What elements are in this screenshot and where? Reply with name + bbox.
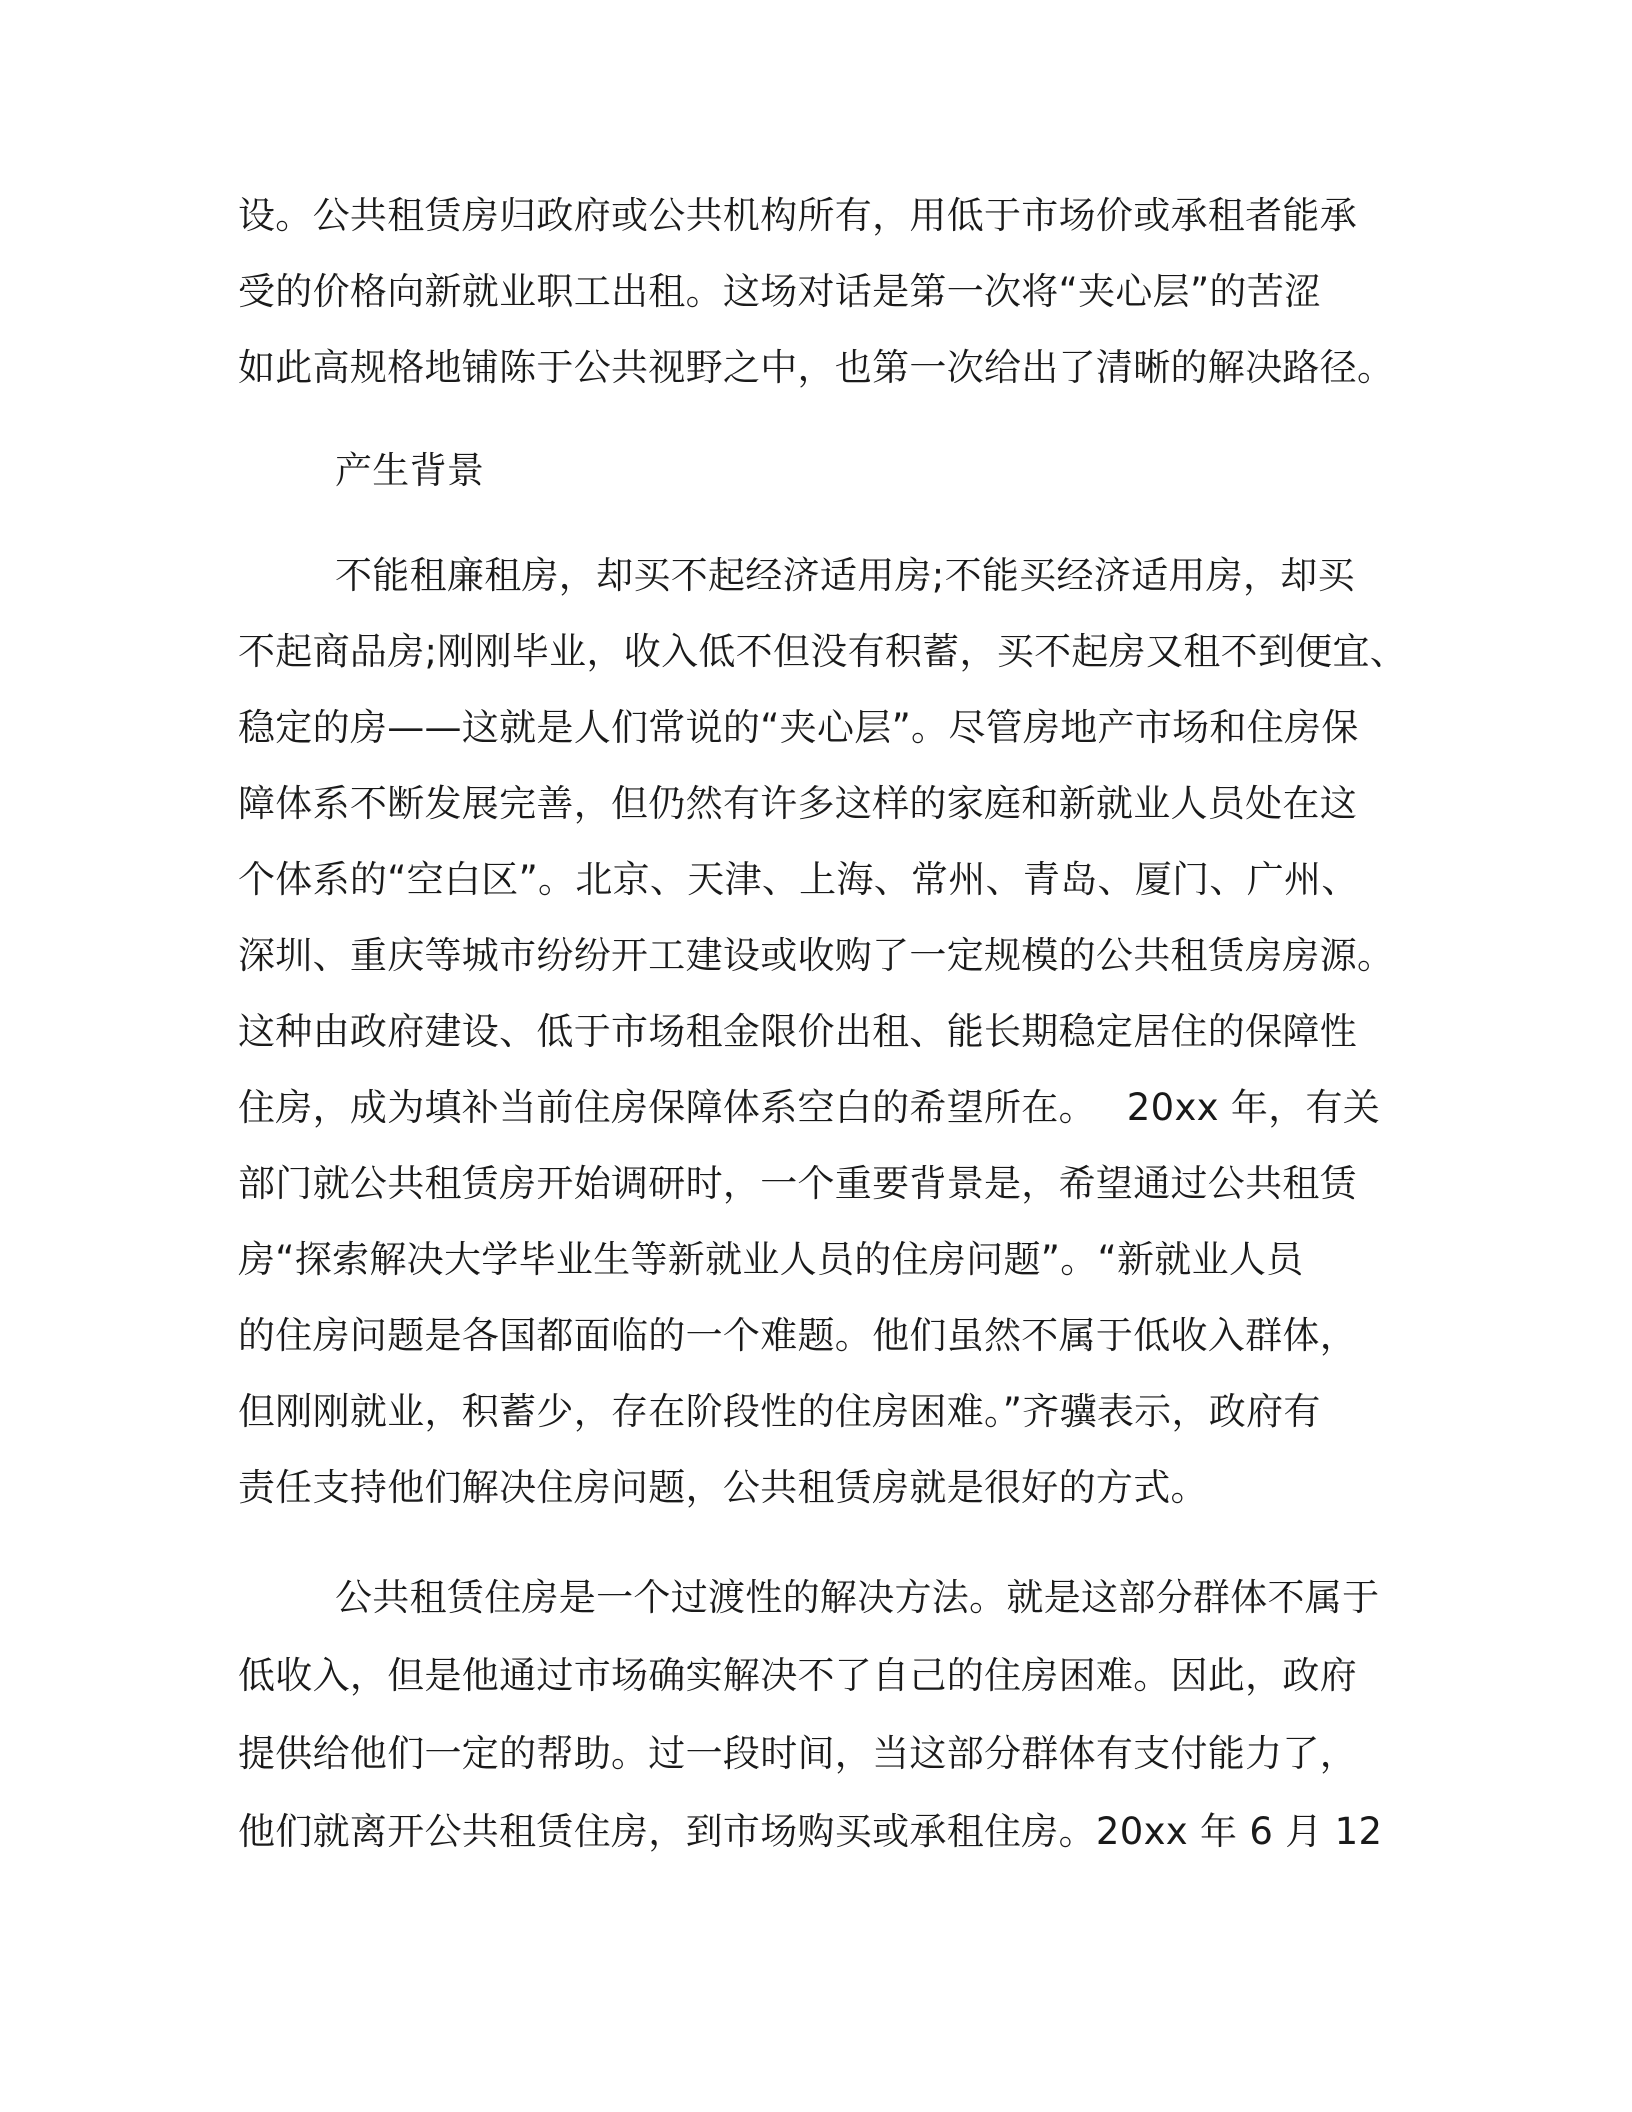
text-line: 低收入，但是他通过市场确实解决不了自己的住房困难。因此，政府	[238, 1654, 1357, 1697]
text-line: 责任支持他们解决住房问题，公共租赁房就是很好的方式。	[238, 1466, 1208, 1509]
text-line: 深圳、重庆等城市纷纷开工建设或收购了一定规模的公共租赁房房源。	[238, 934, 1395, 977]
text-line: 不能租廉租房，却买不起经济适用房;不能买经济适用房，却买	[335, 554, 1355, 597]
text-line: 他们就离开公共租赁住房，到市场购买或承租住房。20xx 年 6 月 12	[238, 1810, 1383, 1853]
section-heading: 产生背景	[335, 449, 485, 492]
text-line: 提供给他们一定的帮助。过一段时间，当这部分群体有支付能力了，	[238, 1732, 1357, 1775]
text-line: 不起商品房;刚刚毕业，收入低不但没有积蓄，买不起房又租不到便宜、	[238, 630, 1408, 673]
text-line: 但刚刚就业，积蓄少，存在阶段性的住房困难。”齐骥表示，政府有	[238, 1390, 1321, 1433]
text-line: 设。公共租赁房归政府或公共机构所有，用低于市场价或承租者能承	[238, 194, 1357, 237]
text-line: 如此高规格地铺陈于公共视野之中，也第一次给出了清晰的解决路径。	[238, 346, 1395, 389]
text-line: 个体系的“空白区”。北京、天津、上海、常州、青岛、厦门、广州、	[238, 858, 1359, 901]
text-line: 障体系不断发展完善，但仍然有许多这样的家庭和新就业人员处在这	[238, 782, 1357, 825]
text-line: 公共租赁住房是一个过渡性的解决方法。就是这部分群体不属于	[335, 1576, 1380, 1619]
text-line: 这种由政府建设、低于市场租金限价出租、能长期稳定居住的保障性	[238, 1010, 1357, 1053]
text-line: 稳定的房——这就是人们常说的“夹心层”。尽管房地产市场和住房保	[238, 706, 1359, 749]
text-line: 住房，成为填补当前住房保障体系空白的希望所在。 20xx 年，有关	[238, 1086, 1381, 1129]
text-line: 部门就公共租赁房开始调研时，一个重要背景是，希望通过公共租赁	[238, 1162, 1357, 1205]
text-line: 受的价格向新就业职工出租。这场对话是第一次将“夹心层”的苦涩	[238, 270, 1322, 313]
text-line: 房“探索解决大学毕业生等新就业人员的住房问题”。“新就业人员	[238, 1238, 1304, 1281]
text-line: 的住房问题是各国都面临的一个难题。他们虽然不属于低收入群体，	[238, 1314, 1357, 1357]
